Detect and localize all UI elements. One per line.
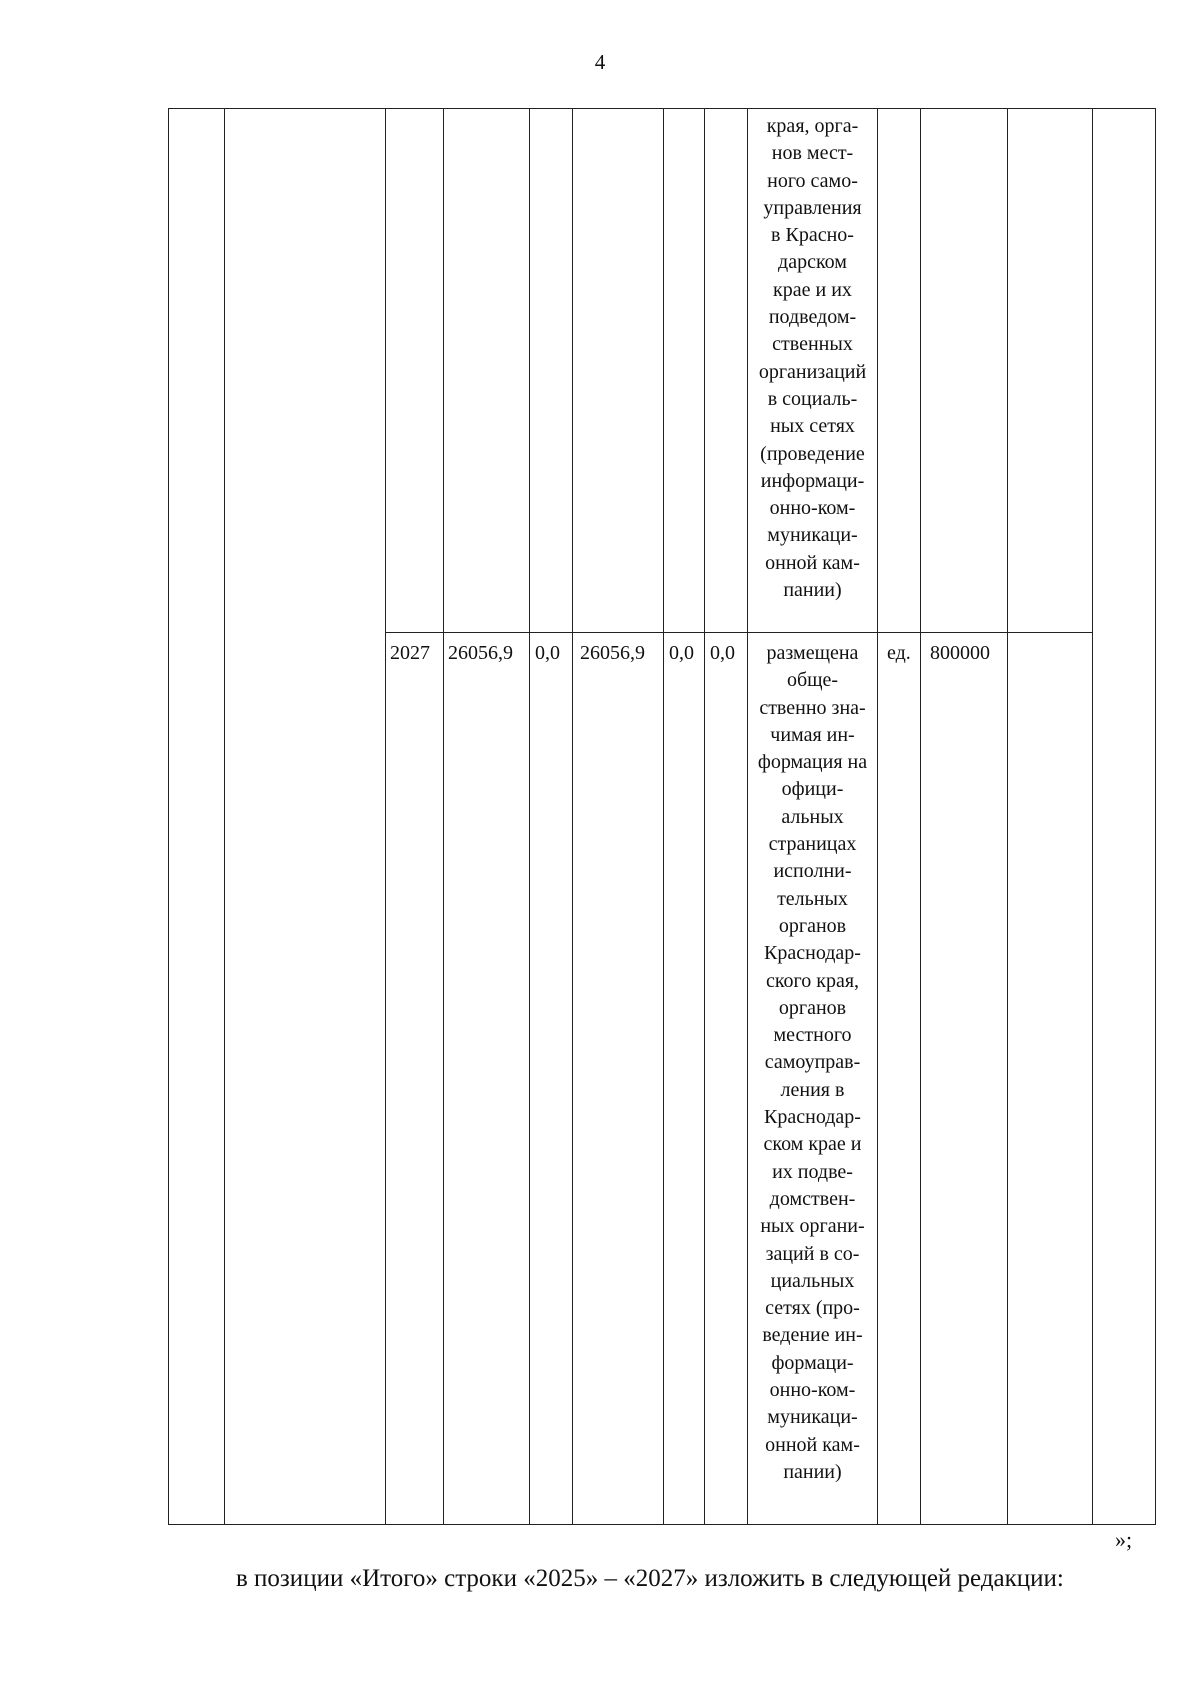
text-line: Краснодар-	[764, 942, 861, 965]
text-line: пании)	[783, 1460, 842, 1483]
text-line: муникаци-	[767, 1406, 858, 1429]
text-line: сетях (про-	[765, 1297, 860, 1320]
text-line: формаци-	[771, 1351, 854, 1374]
text-line: ведение ин-	[762, 1324, 863, 1347]
table-border-right	[1155, 108, 1156, 1525]
table-border-left	[168, 108, 169, 1525]
text-line: нов мест-	[771, 142, 854, 165]
column-divider	[385, 108, 386, 1525]
text-line: крае и их	[773, 278, 852, 301]
row-2027-result-text	[749, 640, 876, 1486]
text-line: (проведение	[760, 442, 865, 465]
text-line: ных сетях	[770, 415, 855, 438]
column-divider	[443, 108, 444, 1525]
text-line: дарском	[778, 251, 847, 274]
page-number: 4	[594, 50, 606, 74]
text-line: формация на	[757, 751, 868, 774]
text-line: ного само-	[767, 169, 858, 192]
text-line: офици-	[781, 778, 844, 801]
text-line: местного	[773, 1024, 852, 1047]
text-line: ского края,	[765, 969, 860, 992]
text-line: пании)	[783, 579, 842, 602]
column-divider	[529, 108, 530, 1525]
column-divider	[663, 108, 664, 1525]
column-divider	[704, 108, 705, 1525]
column-divider	[920, 108, 921, 1525]
text-line: ственных	[772, 333, 853, 356]
column-divider	[572, 108, 573, 1525]
text-line: ском крае и	[763, 1133, 862, 1156]
total-cell: 26056,9	[448, 642, 513, 664]
text-line: альных	[781, 805, 844, 828]
text-line: в социаль-	[767, 387, 858, 410]
text-line: организаций	[758, 360, 867, 383]
text-line: управления	[763, 196, 862, 219]
text-line: края, орга-	[766, 115, 859, 137]
text-line: онно-ком-	[769, 1379, 856, 1402]
text-line: их подве-	[772, 1160, 853, 1183]
text-line: чимая ин-	[770, 723, 855, 746]
table-border-top	[168, 108, 1156, 109]
text-line: исполни-	[773, 860, 852, 883]
unit-cell: ед.	[887, 642, 911, 664]
continued-row-result-text	[749, 113, 876, 604]
column-divider	[224, 108, 225, 1525]
text-line: органов	[778, 914, 847, 937]
text-line: страницах	[768, 833, 857, 856]
text-line: информаци-	[760, 469, 865, 492]
column-divider	[747, 108, 748, 1525]
other-sources-cell: 0,0	[710, 642, 735, 664]
column-divider	[1092, 108, 1093, 1525]
text-line: муникаци-	[767, 524, 858, 547]
text-line: органов	[778, 996, 847, 1019]
text-line: Краснодар-	[764, 1106, 861, 1129]
row-divider	[385, 632, 1092, 633]
year-cell: 2027	[390, 642, 430, 664]
text-line: размещена	[766, 642, 859, 664]
column-divider	[1007, 108, 1008, 1525]
text-line: ственно зна-	[759, 696, 866, 719]
text-line: тельных	[777, 887, 848, 910]
text-line: самоуправ-	[764, 1051, 861, 1074]
text-line: заций в со-	[765, 1242, 860, 1265]
text-line: онной кам-	[765, 1433, 860, 1456]
text-line: подведом-	[768, 306, 857, 329]
indicator-value-cell: 800000	[930, 642, 990, 664]
text-line: онно-ком-	[769, 497, 856, 520]
local-budget-cell: 0,0	[669, 642, 694, 664]
table-border-bottom	[168, 1524, 1156, 1525]
text-line: циальных	[770, 1269, 855, 1292]
text-line: в Красно-	[771, 224, 854, 247]
regional-budget-cell: 26056,9	[580, 642, 645, 664]
text-line: домствен-	[769, 1187, 856, 1210]
text-line: ных органи-	[760, 1215, 865, 1238]
text-line: ления в	[780, 1078, 845, 1101]
text-line: онной кам-	[765, 551, 860, 574]
text-line: обще-	[786, 669, 839, 692]
federal-budget-cell: 0,0	[535, 642, 560, 664]
column-divider	[877, 108, 878, 1525]
instruction-text: в позиции «Итого» строки «2025» – «2027» изложить в следующей редакции:	[236, 1565, 1064, 1592]
closing-quote: »;	[1115, 1527, 1133, 1552]
